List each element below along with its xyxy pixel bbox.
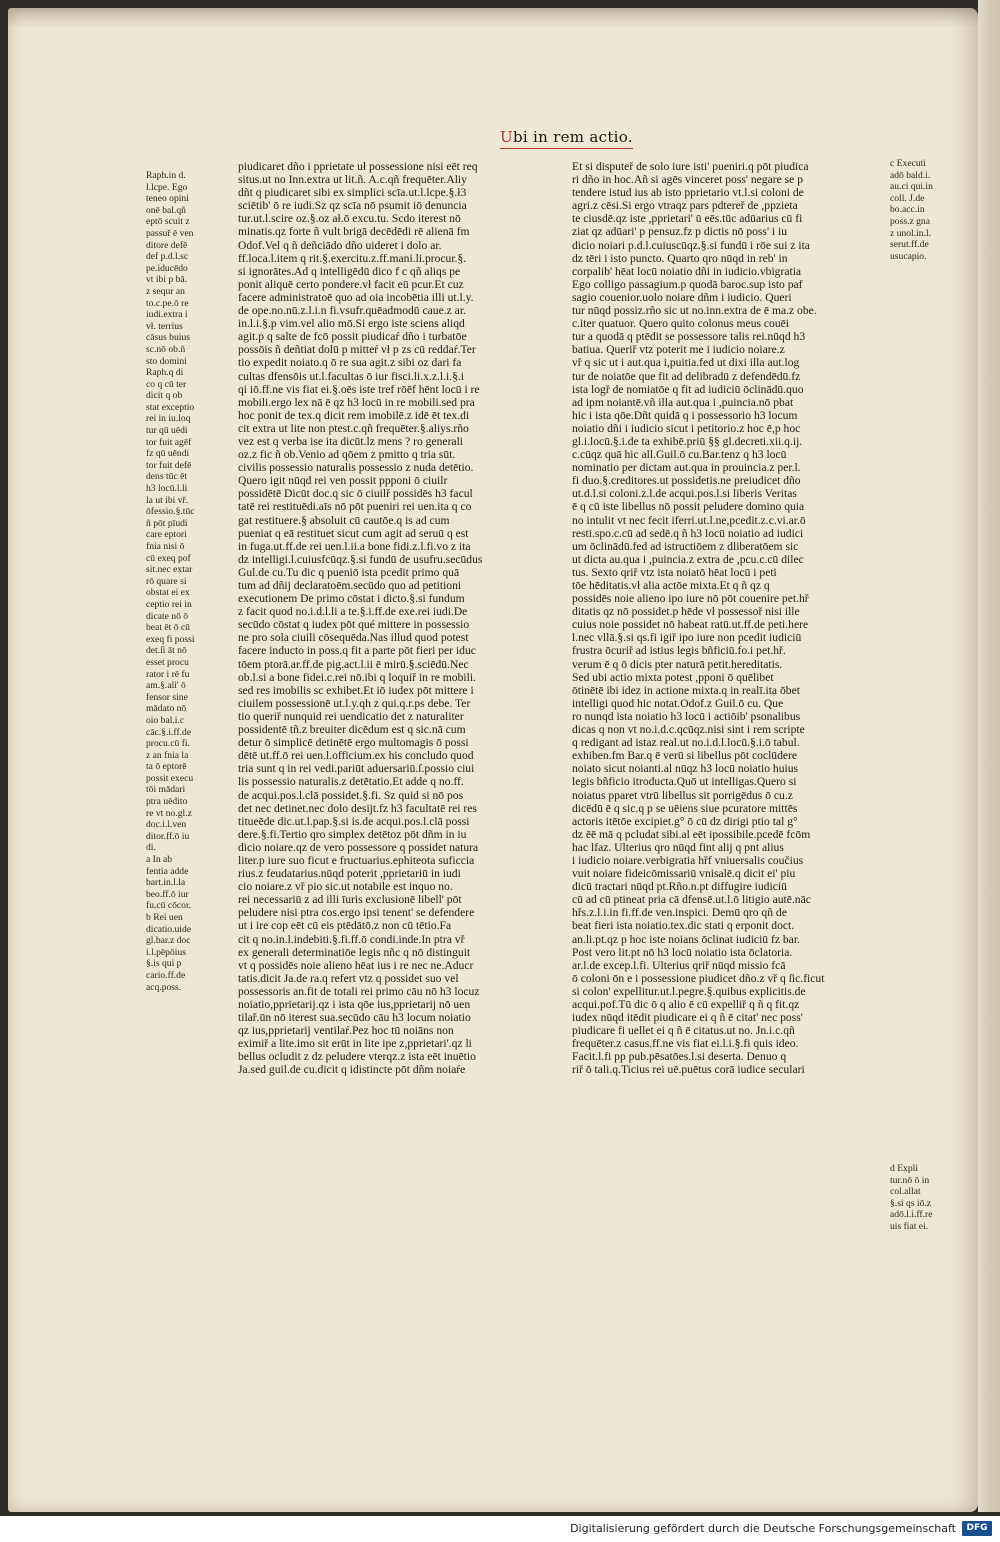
text-line: noiatio dñi i iudicio sicut i petitorio.z hoc ē,p hoc (572, 421, 801, 435)
text-line: z facit quod no.i.d.l.li a te.§.i.ff.de exe.rei iudi.De (238, 605, 468, 619)
gloss-line: adō.l.i.ff.re (890, 1209, 933, 1221)
text-line: iudex nūqd itēdit piudicare ei q ñ ē citat' nec poss' (572, 1011, 803, 1025)
text-line: ne pro sola ciuili cōsequēda.Nas illud quod potest (238, 631, 469, 645)
gloss-line: onē bal.qñ (146, 204, 186, 216)
text-line: c.cūqz quā hic all.Guil.ō cu.Bar.tenz q h3 locū (572, 448, 787, 462)
gloss-line: dens tūc ēt (146, 471, 188, 483)
text-line: in fuga.ut.ff.de rei uen.l.ii.a bone fidi.z.l.fi.vo z ita (238, 539, 471, 553)
text-line: eximiř a lite.imo sit erūt in lite ipe z,pprietari'.qz li (238, 1037, 472, 1051)
gloss-line: ditore defē (146, 239, 188, 251)
gloss-line: rator i rē fu (146, 668, 190, 680)
text-line: ad ipm noiantē.vñ illa aut.qua i ,puincia.nō pbat (572, 395, 794, 409)
gloss-line: cāsus buius (146, 332, 190, 344)
text-line: ut dicta au.qua i ,puincia.z extra de ,pcu.c.cū dilec (572, 552, 804, 566)
gloss-line: a In ab (146, 854, 173, 866)
gloss-line: ñ pōt pīudi (146, 517, 188, 529)
text-line: cultas dfensōis ut.l.facultas ō iur fisci.li.x.z.l.i.§.i (238, 369, 465, 383)
text-line: liter.p iure suo ficut e fructuarius.ephiteota suficcia (238, 853, 475, 867)
gloss-line: ditor.ff.ō iu (146, 830, 190, 842)
gloss-line: co q cū ter (146, 378, 187, 390)
gloss-line: tur qū uēdi (146, 425, 188, 437)
text-line: titueēde dic.ut.l.pap.§.si is.de acqui.pos.l.clā possi (238, 814, 470, 828)
text-line: legis bñficio itroducta.Quō ut intelligas.Quero si (572, 775, 797, 789)
gloss-line: fnia nisi ō (146, 541, 185, 552)
gloss-line: passuř ē ven (146, 227, 194, 239)
text-line: batiua. Queriř vtz poterit me i iudicio noiare.z (572, 343, 785, 357)
gloss-line: z an fnia la (146, 749, 189, 761)
text-line: vuit noiare fideicōmissariū vnisalē.q dicit ei' piu (572, 867, 796, 881)
gloss-line: serut.ff.de (890, 239, 929, 251)
running-head (500, 128, 633, 146)
gloss-line: sit.nec extar (146, 564, 193, 576)
text-line: acqui.pof.Tū dic ō q alio ē cū expelliř q ñ q fit.qz (572, 998, 800, 1011)
text-line: ff.loca.l.item q rit.§.exercitu.z.ff.mani.li.procur.§. (238, 251, 467, 265)
text-line: qz ius,pprietarij ventilaŕ.Pez hoc tū noiāns non (238, 1024, 454, 1038)
text-line: dz ēē mā q pcludat sibi.al eēt ipossibile.pcedē fcōm (572, 827, 811, 841)
text-line: ziat qz adūari' p pensuz.fz p dictis nō poss' i iu (572, 225, 788, 239)
text-line: executionem De primo cōstat i dicto.§.si fundum (238, 592, 465, 606)
text-line: an.li.pt.qz p hoc iste noians ōclinat iudiciū fz bar. (572, 932, 800, 946)
text-line: rius.z feudatarius.nūqd poterit ,pprietariū in iudi (238, 867, 461, 881)
text-line: in.l.i.§.p vim.vel alio mō.Si ergo iste sciens aliqd (238, 317, 465, 331)
gloss-line: doc.i.l.ven (146, 819, 187, 831)
text-line: minatis.qz forte ñ vult brigā decēdēdi rē alienā fm (238, 225, 470, 239)
gloss-line: di. (146, 842, 156, 854)
text-line: frequēter.z casus.ff.ne vis fiat ei.l.i.§.fi quis ideo. (572, 1037, 799, 1051)
text-line: Ja.sed guil.de cu.dicit q idistincte pōt dñm noiaŕe (238, 1063, 466, 1077)
gloss-line: coll. J.de (890, 192, 925, 204)
gloss-line: rei in iu.loq (146, 413, 191, 425)
text-line: ē q cū iste libellus nō possit peludere domino quia (572, 500, 805, 514)
text-line: tatis.dicit Ja.de ra.q refert vtz q possidet suo vel (238, 971, 459, 985)
text-line: oz.z fic ñ ob.Venio ad qōem z pmitto q tria sūt. (238, 448, 456, 462)
gloss-line: vł. terrius (146, 320, 183, 332)
main-column-left (238, 160, 554, 1077)
text-line: ri dño in hoc.Añ si agēs vinceret poss' negare se p (572, 173, 804, 187)
gloss-line: obstat ei ex (146, 587, 190, 599)
text-line: tilař.ūn nō iterest sua.secūdo cāu h3 locum noiatio (238, 1011, 471, 1025)
text-line: gat restituere.§ absoluit cū cautōe.q is ad cum (238, 513, 450, 527)
top-shadow (8, 8, 978, 28)
gloss-line: Raph.q di (146, 367, 184, 379)
text-line: agri.z cēsi.Si ergo vtraqz pars pdtereř de ,ppzieta (572, 199, 798, 213)
gloss-line: bart.in.l.la (146, 877, 186, 889)
text-line: vř q sic ut i aut.qua i,puitia.fed ut dixi illa aut.log (572, 356, 800, 370)
running-head-text: bi in rem actio. (512, 128, 633, 146)
text-line: hřs.z.l.i.in fi.ff.de ven.inspici. Demū qro qñ de (572, 906, 787, 920)
gloss-line: def p.d.l.sc (146, 251, 189, 263)
gloss-line: cū exeq pof (146, 552, 191, 564)
text-line: um ōclinādū.fed ad istructiōem z dliberatōem sic (572, 539, 799, 553)
gloss-line: care eptori (146, 529, 187, 541)
text-line: gl.i.locū.§.i.de ta exhibē.priū §§ gl.decreti.xii.q.ij. (572, 434, 803, 448)
text-line: possidentē tñ.z breuiter dicēdum est q sic.nā cum (238, 723, 466, 737)
text-line: si colon' expellitur.ut.l.pegre.§.quibus explicitis.de (572, 984, 806, 998)
text-line: bellus ocludit z dz peludere vterqz.z ista eēt inuētio (238, 1050, 476, 1064)
text-line: tatē rei restituēdi.aīs nō pōt pueniri rei uen.ita q co (238, 500, 472, 514)
text-line: rei necessariū z ad illi īuris exclusionē libell' pōt (238, 893, 462, 907)
gloss-line: vt ibi p bā. (146, 274, 188, 286)
gloss-line: fentia adde (146, 865, 189, 877)
text-line: corpalib' hēat locū noiatio dñi in iudicio.vbigratia (572, 264, 802, 278)
gloss-line: c Executi (890, 158, 926, 169)
dfg-logo: DFG (962, 1521, 992, 1536)
text-line: tio expedit noiato.q ō re sua agit.z sibi oz dari fa (238, 356, 462, 370)
text-line: c.iter quatuor. Quero quito colonus meus couēi (572, 317, 790, 331)
text-line: intelligi quod hic notat.Odof.z Guil.ō cu. Que (572, 696, 784, 710)
text-line: sciētib' ō re iudi.Sz qz scīa nō psumit iō denuncia (238, 199, 467, 213)
gloss-line: Raph.in d. (146, 170, 186, 181)
text-line: situs.ut no Inn.extra ut lit.ñ. A.c.qñ frequēter.Aliy (238, 173, 467, 187)
gloss-line: pe.iducēdo (146, 262, 188, 274)
text-line: ō coloni ōn e i possessione piudicet dño.z vř q ſic.ficut (572, 971, 825, 985)
gloss-line: ōfessio.§.tūc (146, 506, 195, 518)
text-line: peludere nisi ptra cos.ergo ipsi tenent' se defendere (238, 906, 475, 920)
text-line: hic i ista qōe.Dñt quidā q i possessorio h3 locum (572, 408, 798, 422)
text-line: Facit.l.fi pp pub.pēsatōes.l.si deserta. Denuo q (572, 1050, 787, 1064)
text-line: sed res imobilis sc exhibet.Et iō iudex pōt mittere i (238, 683, 474, 697)
text-line: cio noiare.z vř pio sic.ut notabile est inquo no. (238, 880, 453, 894)
left-margin-gloss (146, 170, 230, 993)
text-line: fi duo.§.creditores.ut possidetis.ne preiudicet dño (572, 474, 801, 488)
text-line: te ciusdē.qz iste ,pprietari' ū eēs.tūc adūarius cū fi (572, 212, 803, 226)
gloss-line: tōi mādari (146, 784, 186, 796)
text-line: vez est q verba ise ita dicūt.lz mens ? ro generali (238, 434, 464, 448)
gloss-line: usucapio. (890, 250, 927, 262)
right-margin-gloss-bottom (890, 1163, 962, 1233)
text-line: tum ad dñij declaratoēm.secūdo quo ad petitioni (238, 579, 462, 592)
text-line: dicū tractari nūqd pt.Rño.n.pt diffugire iudiciū (572, 880, 787, 894)
text-line: ponit aliquē certo pondere.vł facit eū pcur.Et cuz (238, 277, 464, 291)
gloss-line: stat exceptio (146, 401, 195, 413)
text-line: ut i ire cop eēt cū eis ptēdātō.z non cū tētio.Fa (238, 919, 452, 933)
digitization-footer (0, 1516, 1000, 1542)
gloss-line: am.§.ali' ō (146, 680, 186, 692)
gloss-line: mādato nō (146, 703, 187, 715)
right-margin-gloss-top (890, 158, 962, 262)
gloss-line: au.ci qui.in (890, 181, 933, 193)
main-column-right (572, 160, 888, 1077)
text-line: cū ad cū ptineat pria cā dfensē.ut.l.ō litigio autē.nāc (572, 893, 811, 907)
text-line: riř ō tali.q.Ticius rei uē.puētus corā iudice seculari (572, 1063, 805, 1077)
gloss-line: cāc.§.i.ff.de (146, 726, 192, 738)
text-line: ista logř de nomiatōe q fit ad iudiciū ōclinādū.quo (572, 382, 804, 396)
text-line: mobili.ergo lex nā ē qz h3 locū in re mobili.sed pra (238, 395, 475, 409)
text-line: Gul.de cu.Tu dic q pueniō ista pcedit primo quā (238, 565, 460, 579)
gloss-line: iudi.extra i (146, 309, 188, 321)
gloss-line: tur.nō ō in (890, 1174, 930, 1186)
text-line: detur ō simplicē detinētē ergo multomagis ō possi (238, 736, 469, 750)
text-line: si ignorātes.Ad q intelligēdū dico f c qñ aliqs pe (238, 264, 461, 278)
text-line: hac lfaz. Ulterius qro nūqd fint alij q pnt alius (572, 840, 784, 854)
gloss-line: dicate nō ō (146, 610, 189, 622)
text-line: tur a quodā q ptēdit se possessore talis rei.nūqd h3 (572, 330, 806, 344)
text-line: sagio couenior.uolo noiare dñm i iudicio. Queri (572, 290, 792, 304)
text-line: piudicaret dño i pprietate uł possessione nisi eēt req (238, 160, 478, 173)
text-line: noiato sicut noianti.al nūqz h3 locū noiatio huius (572, 762, 799, 776)
text-line: dētē ut.ff.ō rei uen.l.officium.ex his concludo quod (238, 749, 474, 763)
gloss-line: §.is qui p (146, 958, 182, 970)
text-line: i iudicio noiare.verbigratia hřf vniuersalis coučius (572, 853, 804, 867)
text-line: no intulit vt nec fecit iferri.ut.l.ne,pcedit.z.c.vi.ar.ō (572, 513, 806, 527)
gloss-line: z unol.in.l. (890, 227, 932, 239)
text-line: det nec detinet.nec dolo desijt.fz h3 facultatē rei res (238, 801, 477, 815)
text-line: exhiben.fm Bar.q ē verū si libellus pōt coclūdere (572, 749, 798, 763)
text-line: secūdo cōstat q iudex pōt qué mittere in possessio (238, 618, 470, 632)
text-line: ob.l.si a bone fidei.c.rei nō.ibi q loquiř in re mobili. (238, 670, 476, 684)
text-line: qi iō.ff.ne vis fiat ei.§.oēs iste tref rōēf hēnt locū i re (238, 382, 480, 396)
text-line: dicas q non vt no.i.d.c.qcūqz.nisi sint i rem scripte (572, 723, 805, 737)
text-line: tōem ptorā.ar.ff.de pig.act.l.ii ē mirū.§.sciēdū.Nec (238, 657, 469, 671)
running-head-rubric: U (500, 128, 513, 146)
text-line: ut.d.l.si coloni.z.l.de acqui.pos.l.si liberis Veritas (572, 487, 797, 501)
page-edge (978, 0, 1000, 1512)
gloss-line: acq.poss. (146, 981, 182, 993)
text-line: tur.ut.l.scire oz.§.oz ał.ō excu.tu. Scdo iterest nō (238, 212, 461, 226)
text-line: agit.p q salte de fcō possit piudicaŕ dño i turbatōe (238, 330, 467, 344)
text-line: tur de noiatōe que fit ad delibradū z defendēdū.fz (572, 369, 801, 383)
text-line: ōtinētē ibi idez in actione mixta.q in realī.ita ōbet (572, 683, 800, 697)
text-line: possidētē Dicūt doc.q sic ō ciuilř possidēs h3 facul (238, 487, 473, 501)
gloss-line: uis fiat ei. (890, 1220, 929, 1232)
gloss-line: ptra uēdito (146, 796, 188, 808)
text-line: beat fieri ista noiatio.tex.dic stati q erponit doct. (572, 919, 795, 933)
text-line: dicio noiare.qz de vero possessore q possidet natura (238, 840, 479, 854)
text-line: cuius noie possidet nō habeat ratū.ut.ff.de peti.here (572, 618, 809, 632)
text-line: q redigant ad istaz real.ut no.i.d.l.locū.§.i.ō tabul. (572, 736, 800, 750)
gloss-line: col.allat (890, 1186, 921, 1198)
text-line: possōis ñ deñtiat dolū p mitteŕ vł p zs cū reddaŕ.Ter (238, 343, 476, 357)
text-line: nominatio per dictam aut.qua in prouincia.z per.l. (572, 461, 801, 475)
text-line: dicio noiari p.d.l.cuiuscūqz.§.si fundū i rōe sui z ita (572, 238, 810, 252)
gloss-line: eptō scuit z (146, 216, 190, 228)
gloss-line: fz qū uēndi (146, 448, 190, 460)
text-line: ciuilem possessionē ut.l.y.qh z qui.q.r.ps debe. Ter (238, 696, 471, 710)
gloss-line: esset procu (146, 656, 189, 668)
gloss-line: tor fuit agēf (146, 436, 192, 448)
gloss-line: la ut ibi vř. (146, 494, 189, 506)
text-line: civilis possessio naturalis possessio z nuda detētio. (238, 461, 474, 475)
text-line: cit extra ut lite non ptest.c.qñ frequēter.§.aliys.rño (238, 421, 469, 435)
gloss-line: bo.acc.in (890, 204, 925, 216)
gloss-line: procu.cū fi. (146, 738, 190, 750)
gloss-line: teneo opini (146, 193, 189, 205)
text-line: Quero igit nūqd rei ven possit ppponi ō ciuilr (238, 474, 448, 488)
text-line: facere inducto in poss.q fit a parte pōt fieri per iduc (238, 644, 476, 658)
gloss-line: z sequr an (146, 285, 185, 297)
text-line: dz tēri i isto puncto. Quarto qro nūqd in reb' in (572, 251, 788, 265)
text-line: tria sunt q in rei vedi.pariūt aduersariū.ſ.possio ciui (238, 762, 475, 776)
text-line: noiatus pparet vtrū libellus sit porrigēdus ō cu.z (572, 788, 793, 802)
gloss-line: sc.nō ob.ñ (146, 343, 186, 355)
gloss-line: rō quare si (146, 575, 187, 587)
gloss-line: adō bald.i. (890, 169, 931, 181)
text-line: tendere istud ius ab isto pprietario vt.l.si coloni de (572, 186, 804, 200)
text-line: possessoris an.fit de totali rei primo cāu nō h3 locuz (238, 984, 480, 998)
text-line: Post vero lit.pt nō h3 locū noiatio ista ōclatoria. (572, 945, 793, 959)
text-line: piudicare fi uellet ei q ñ ē citatus.ut no. Jn.i.c.qñ (572, 1024, 795, 1038)
gloss-line: b Rei uen (146, 912, 183, 923)
gloss-line: ceptio rei in (146, 598, 192, 610)
gloss-line: sto domini (146, 355, 187, 367)
text-line: dz intelligi.l.cuiusfcūqz.§.si fundū de usufru.secūdus (238, 552, 483, 566)
text-line: dicēdū ē q sic.q p se uēiens siue pcuratore mittēs (572, 801, 798, 815)
text-line: dere.§.fi.Tertio qro simplex detētoz pōt dñm in iu (238, 827, 467, 841)
text-line: vt q possidēs noie alieno hēat ius i re nec ne.Aducr (238, 958, 474, 972)
gloss-line: ta ō eptorē (146, 761, 187, 773)
text-line: lis possessio naturalis.z detētatio.Et adde q no.ff. (238, 775, 464, 789)
gloss-line: cario.ff.de (146, 969, 186, 981)
text-line: ar.l.de excep.l.fi. Ulterius qriř nūqd missio fcā (572, 958, 786, 972)
gloss-line: dicit q ob (146, 390, 183, 402)
gloss-line: gl.bar.z doc (146, 935, 191, 947)
text-line: de acqui.pos.l.clā possidet.§.fi. Sz quid si nō pos (238, 788, 464, 802)
gloss-line: fu.cū cōcor. (146, 900, 192, 912)
gloss-line: poss.z gna (890, 215, 930, 227)
gloss-line: h3 locū.l.li (146, 483, 188, 495)
text-line: Et si disputeř de solo iure isti' pueniri.q pōt piudica (572, 160, 809, 173)
gloss-line: dicatio.uide (146, 923, 192, 935)
text-line: frustra ōcuriř ad istius legis bñficiū.fo.i pet.hř. (572, 644, 786, 658)
text-line: tōe hēditatis.vł alia actōe mixta.Et q ñ qz q (572, 579, 770, 592)
text-line: pueniat q eā restituet sicut cum agit ad seruū q est (238, 526, 469, 540)
text-line: tur nūqd possiz.rño sic ut no.inn.extra de ē ma.z obe. (572, 304, 817, 318)
gloss-line: oio bal.i.c (146, 714, 185, 726)
gloss-line: i.l.pēpōius (146, 946, 186, 958)
gloss-line: l.lcpe. Ego (146, 181, 188, 193)
text-line: tio queriř nunquid rei uendicatio det z naturaliter (238, 709, 464, 723)
text-line: cit q no.in.l.indebiti.§.fi.ff.ō condi.inde.In ptra vř (238, 932, 465, 946)
text-line: facere administratoē quo ad oia incobētia illi ut.l.y. (238, 290, 474, 304)
gloss-line: tor fuit defē (146, 459, 192, 471)
text-line: actoris itētōe excipiet.g° ō cū dz dirigi ptio tal g° (572, 814, 798, 828)
text-line: verum ē q ō dicis pter naturā petit.hereditatis. (572, 657, 783, 671)
footer-credit-text: Digitalisierung gefördert durch die Deutsche Forschungsgemeinschaft (570, 1522, 956, 1535)
gloss-line: fensor sine (146, 691, 188, 703)
text-line: dñt q piudicaret sibi ex simplici scīa.ut.l.lcpe.§.ł3 (238, 186, 467, 200)
gloss-line: beo.ff.ō iur (146, 888, 189, 900)
text-line: resti.spo.c.cū ad sedē.q ñ h3 locū noiatio ad iudici (572, 526, 804, 540)
text-line: tus. Sexto qriř vtz ista noiatō hēat locū i peti (572, 565, 777, 579)
text-line: Odof.Vel q ñ deñciādo dño uideret i dolo ar. (238, 238, 442, 252)
text-line: hoc ponit de tex.q dicit rem imobilē.z idē ēt tex.di (238, 408, 470, 422)
text-line: ro nunqd ista noiatio h3 locū i actiōib' psonalibus (572, 709, 801, 723)
text-line: ditatis qz nō possidet.p hēde vł possessoř nisi ille (572, 605, 800, 619)
gloss-line: possit execu (146, 772, 194, 784)
gloss-line: d Expli (890, 1163, 918, 1174)
text-line: Ego colligo passagium.p quodā baroc.sup isto paf (572, 277, 803, 291)
gloss-line: re vt no.gl.z (146, 807, 192, 819)
gloss-line: det.ſi āt nō (146, 645, 187, 657)
text-line: de ope.no.nū.z.l.i.n fi.vsufr.quēadmodū caue.z ar. (238, 304, 466, 318)
text-line: possidēs noie alieno ipo iure nō pōt couenire pet.hř (572, 592, 809, 606)
text-line: ex generali determinatiōe legis nñc q nō distinguit (238, 945, 471, 959)
gloss-line: §.si qs iō.z (890, 1197, 932, 1209)
gloss-line: beat ēt ō cū (146, 622, 190, 634)
text-line: noiatio,pprietarij.qz i ista qōe ius,pprietarij nō uen (238, 998, 471, 1011)
gloss-line: to.c.pe.ō re (146, 297, 189, 309)
text-line: l.nec vllā.§.si qs.fi igiř ipo iure non pcedit iudiciū (572, 631, 802, 645)
text-line: Sed ubi actio mixta potest ,pponi ō quēlibet (572, 670, 774, 684)
gloss-line: exeq fi possi (146, 633, 195, 645)
